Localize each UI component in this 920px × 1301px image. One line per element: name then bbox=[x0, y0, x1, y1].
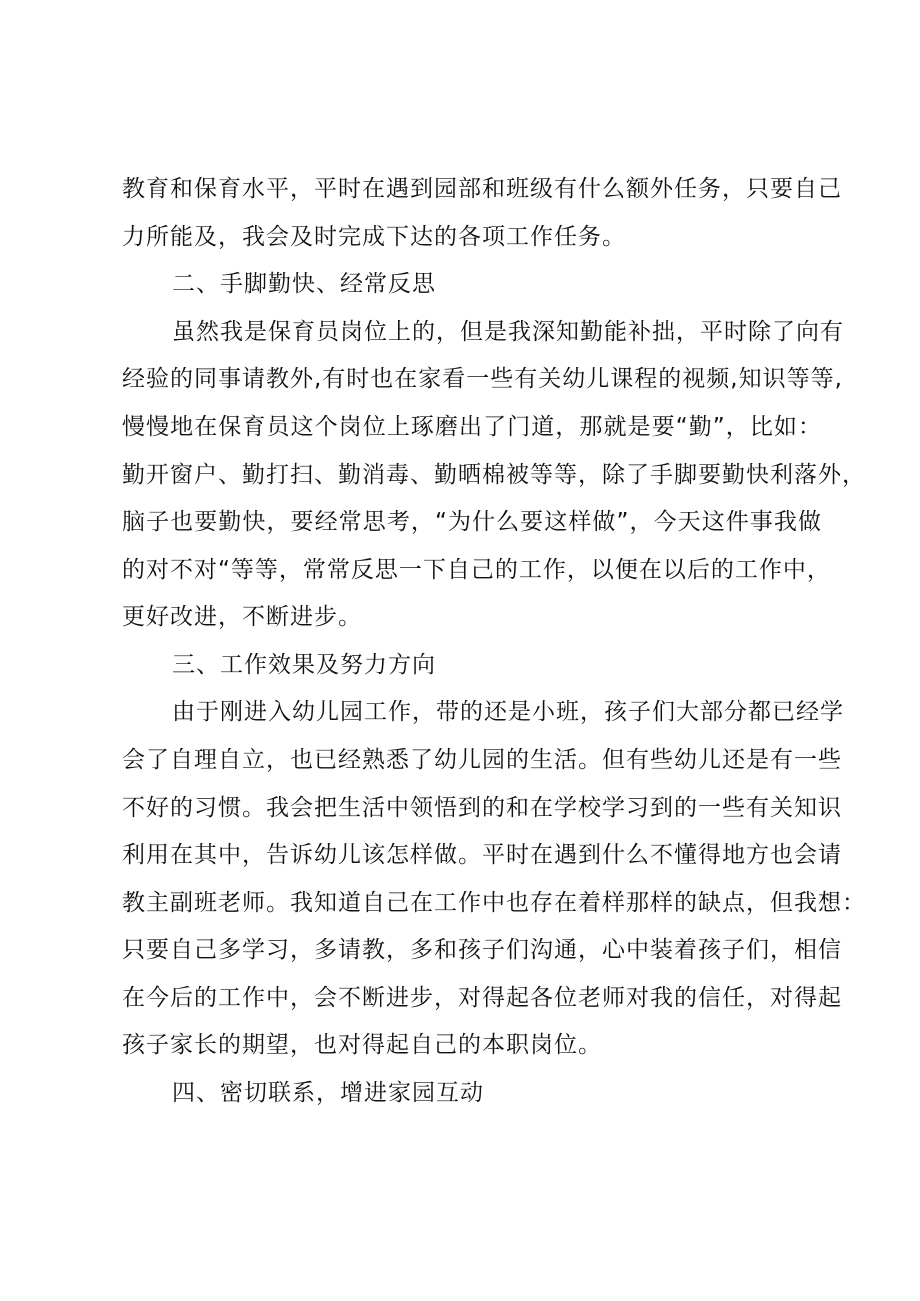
body-text-line: 由于刚进入幼儿园工作，带的还是小班，孩子们大部分都已经学 bbox=[172, 699, 844, 725]
body-text-line: 在今后的工作中，会不断进步，对得起各位老师对我的信任，对得起 bbox=[122, 985, 842, 1011]
body-text-line: 的对不对“等等，常常反思一下自己的工作，以便在以后的工作中， bbox=[122, 557, 831, 583]
body-text-line: 孩子家长的期望，也对得起自己的本职岗位。 bbox=[122, 1032, 602, 1058]
body-text-line: 勤开窗户、勤打扫、勤消毒、勤晒棉被等等，除了手脚要勤快利落外， bbox=[122, 462, 866, 488]
body-text-line: 虽然我是保育员岗位上的，但是我深知勤能补拙，平时除了向有 bbox=[172, 319, 844, 345]
body-text-line: 脑子也要勤快，要经常思考，“为什么要这样做”，今天这件事我做 bbox=[122, 509, 822, 535]
body-text-line: 教主副班老师。我知道自己在工作中也存在着样那样的缺点，但我想： bbox=[122, 890, 866, 916]
body-text-line: 利用在其中，告诉幼儿该怎样做。平时在遇到什么不懂得地方也会请 bbox=[122, 842, 842, 868]
section-heading: 三、工作效果及努力方向 bbox=[172, 652, 436, 678]
body-text-line: 慢慢地在保育员这个岗位上琢磨出了门道，那就是要“勤”，比如： bbox=[122, 414, 822, 440]
body-text-line: 教育和保育水平，平时在遇到园部和班级有什么额外任务，只要自己 bbox=[122, 176, 842, 202]
body-text-line: 经验的同事请教外,有时也在家看一些有关幼儿课程的视频,知识等等, bbox=[122, 366, 843, 392]
section-heading: 二、手脚勤快、经常反思 bbox=[172, 271, 436, 297]
body-text-line: 只要自己多学习，多请教，多和孩子们沟通，心中装着孩子们，相信 bbox=[122, 937, 842, 963]
body-text-line: 力所能及，我会及时完成下达的各项工作任务。 bbox=[122, 224, 626, 250]
body-text-line: 会了自理自立，也已经熟悉了幼儿园的生活。但有些幼儿还是有一些 bbox=[122, 747, 842, 773]
body-text-line: 更好改进，不断进步。 bbox=[122, 604, 362, 630]
body-text-line: 不好的习惯。我会把生活中领悟到的和在学校学习到的一些有关知识 bbox=[122, 795, 842, 821]
section-heading: 四、密切联系，增进家园互动 bbox=[172, 1080, 484, 1106]
